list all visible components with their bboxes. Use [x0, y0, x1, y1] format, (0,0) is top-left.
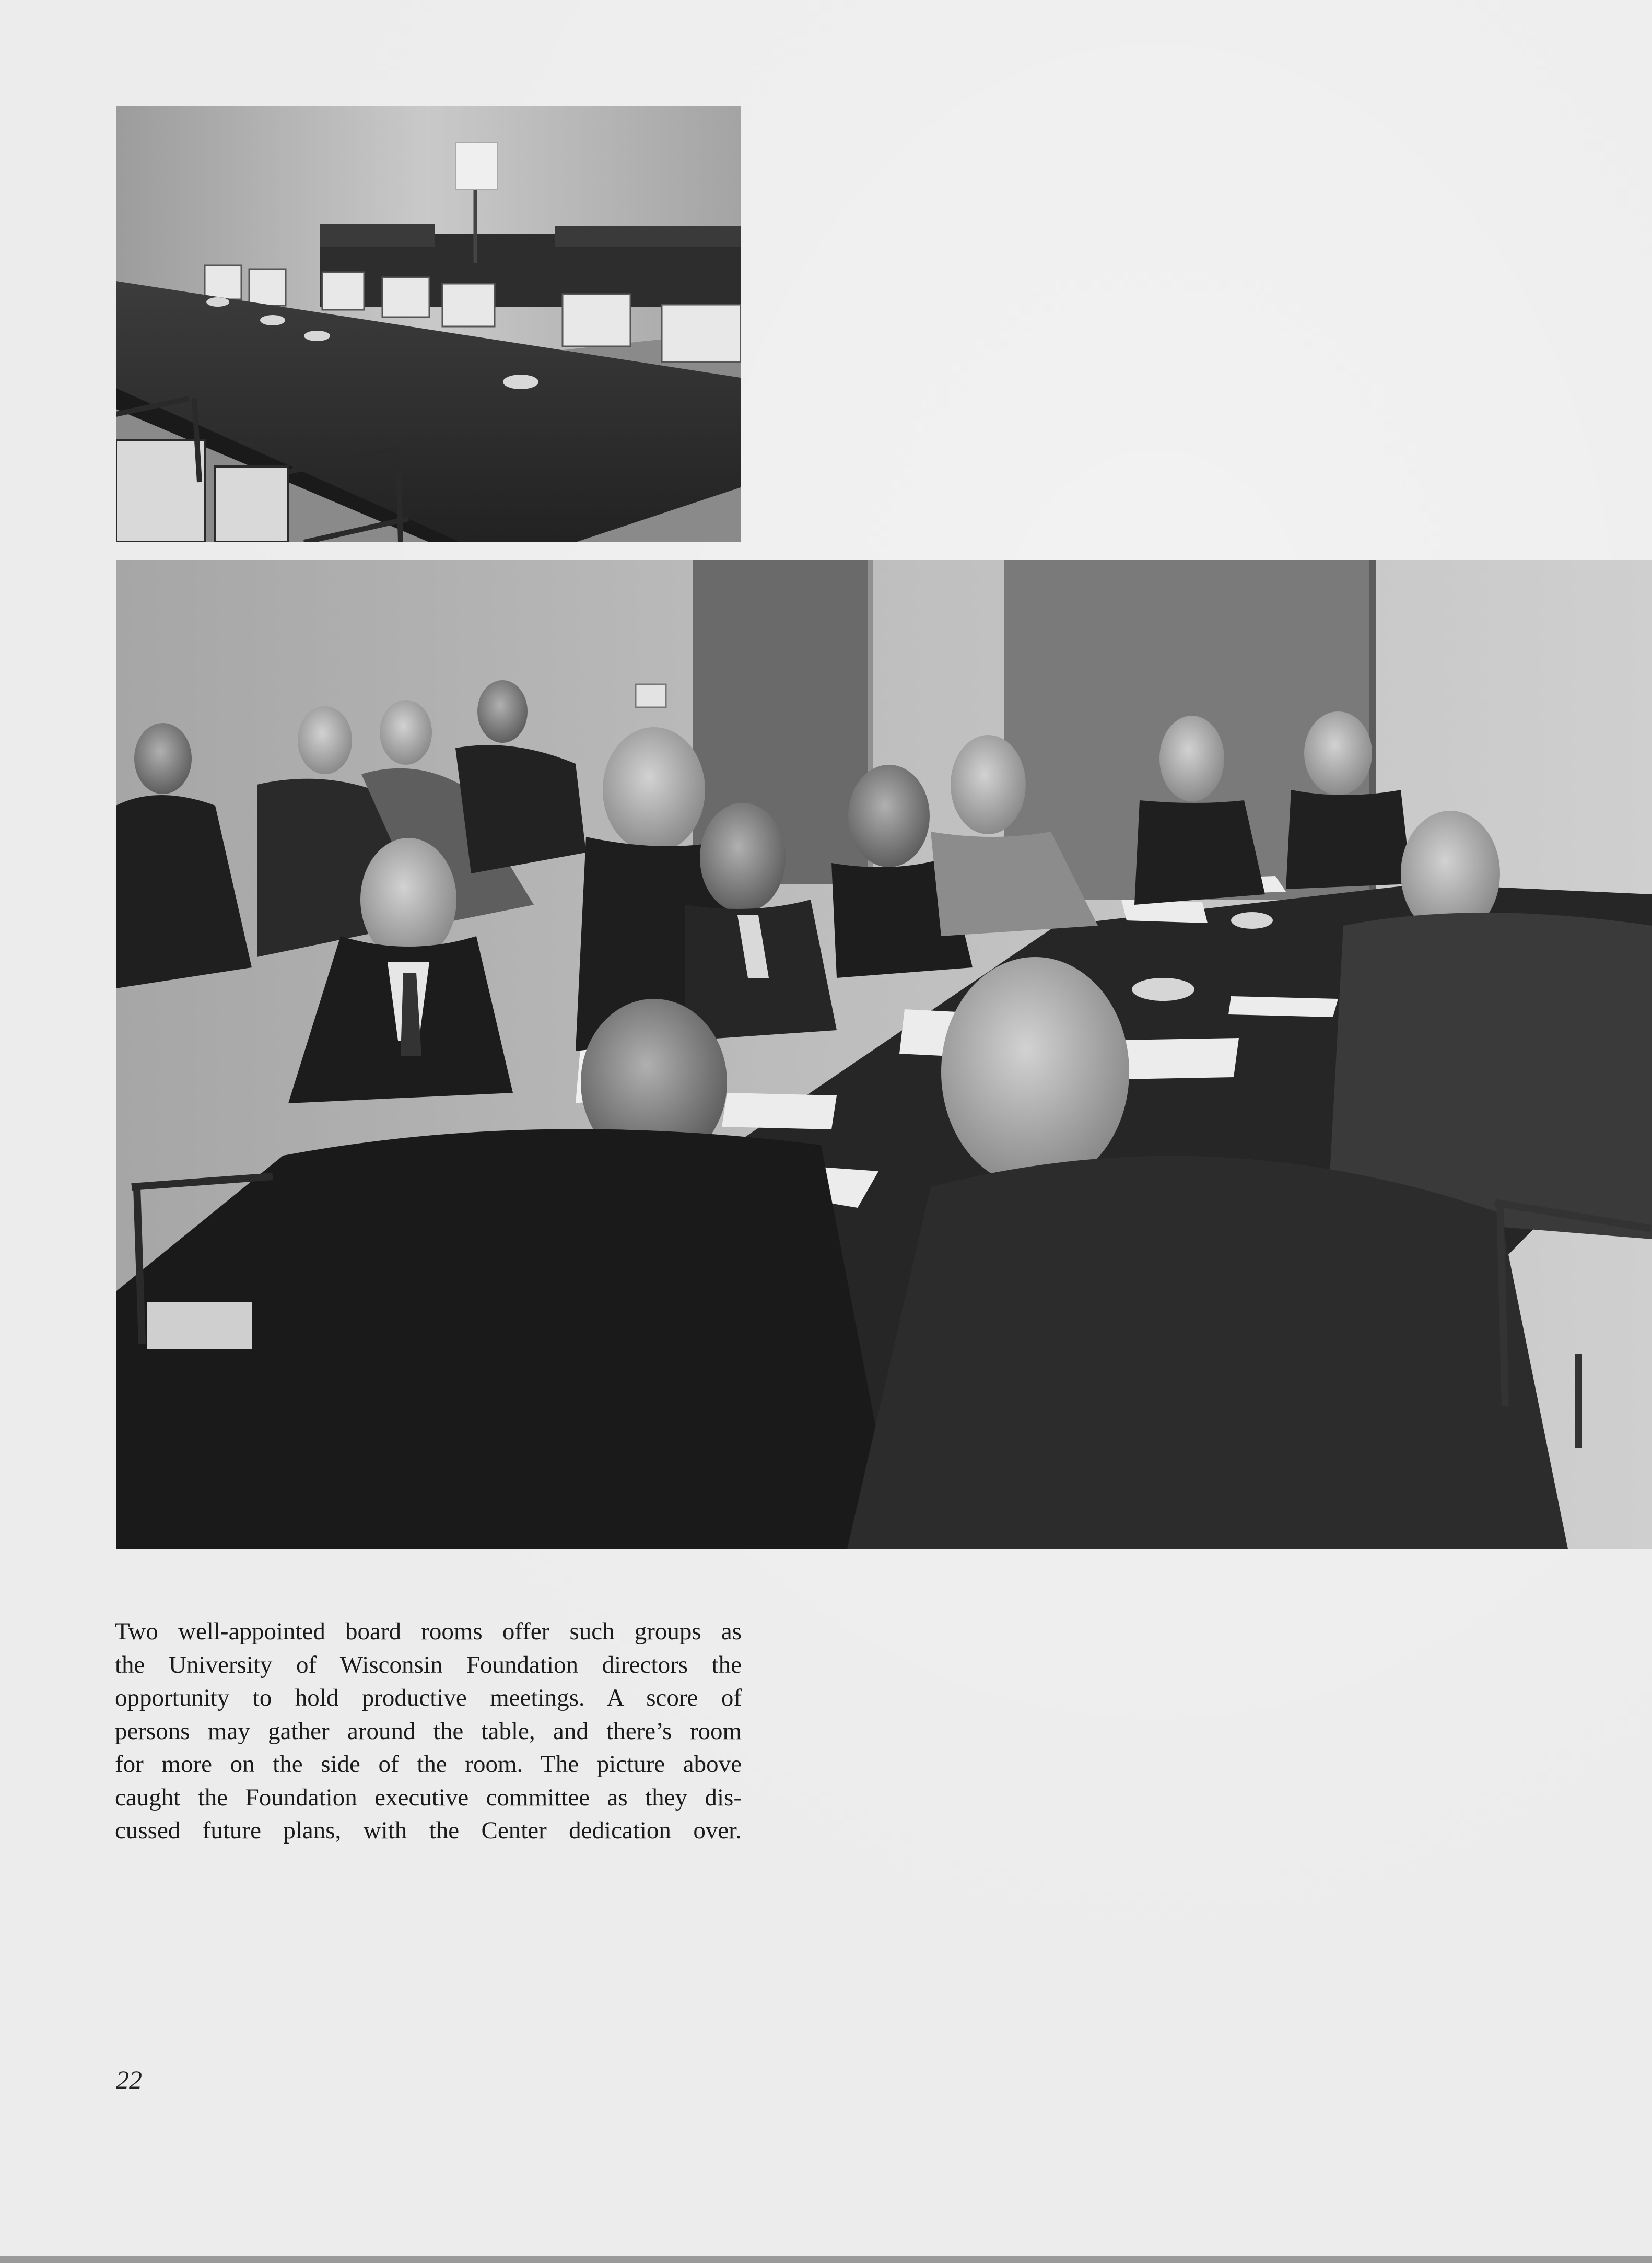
scan-edge	[0, 2256, 1652, 2263]
board-room-photo-image	[116, 106, 741, 542]
board-room-photo	[116, 106, 741, 542]
caption-line: the University of Wisconsin Foundation directors the	[115, 1651, 742, 1678]
caption-line: opportunity to hold productive meetings. A score of	[115, 1684, 742, 1711]
caption-line: Two well-appointed board rooms offer such groups as	[115, 1618, 742, 1645]
committee-meeting-photo	[116, 560, 1652, 1549]
caption-line: persons may gather around the table, and there’s room	[115, 1717, 742, 1745]
caption-line: caught the Foundation executive committee as they dis-	[115, 1783, 742, 1811]
page-number: 22	[116, 2065, 142, 2094]
committee-meeting-photo-image	[116, 560, 1652, 1549]
caption-line: for more on the side of the room. The picture above	[115, 1751, 742, 1778]
caption-line: cussed future plans, with the Center dedication over.	[115, 1817, 742, 1844]
photo-caption	[115, 1615, 742, 1848]
